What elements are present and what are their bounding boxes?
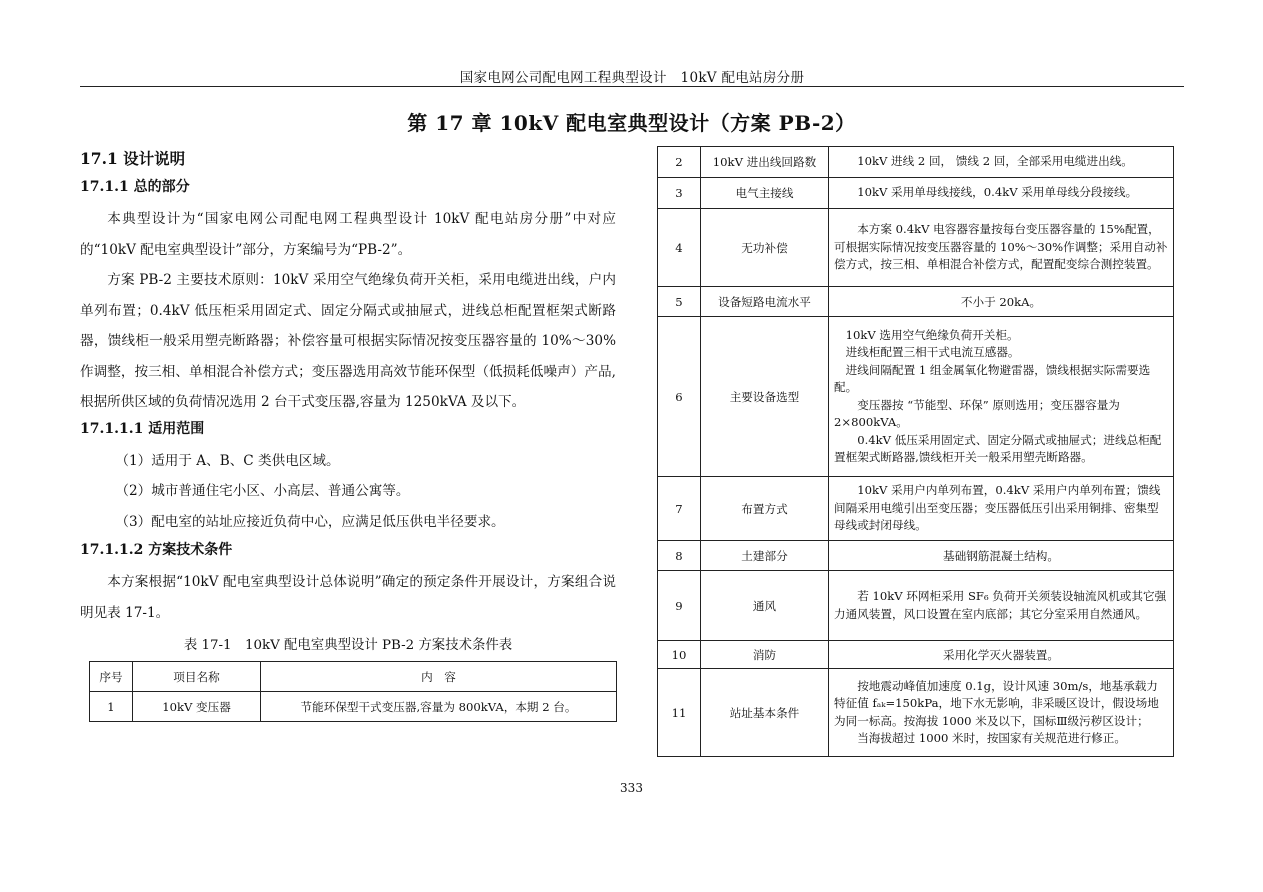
content-line: 10kV 选用空气绝缘负荷开关柜。 (845, 327, 1019, 342)
row-name: 土建部分 (701, 541, 829, 571)
row-no: 4 (658, 209, 701, 287)
subsection-heading: 17.1.1 总的部分 (80, 179, 190, 195)
row-no: 11 (658, 669, 701, 757)
table-row (658, 641, 1174, 669)
table-row (90, 692, 617, 722)
header-no: 序号 (90, 662, 133, 692)
header-rule (80, 86, 1184, 87)
table-row (658, 669, 1174, 757)
content-line: 进线间隔配置 1 组金属氧化物避雷器，馈线根据实际需要选配。 (834, 362, 1151, 394)
content-line: 当海拔超过 1000 米时，按国家有关规范进行修正。 (857, 731, 1126, 745)
principles-paragraph: 方案 PB-2 主要技术原则：10kV 采用空气绝缘负荷开关柜，采用电缆进出线，户内单列布置；0.4kV 低压柜采用固定式、固定分隔式或抽屉式，进线总柜配置框架式断路器，馈线柜一般采用塑壳断路器；补偿容量可根据实际情况按变压器容量的 10%～30%作调整，按三相、单相混合补偿方式；变压器选用高效节能环保型（低损耗低噪声）产品,根据所供区域的负荷情况选用 2 台干式变压器,容量为 1250kVA 及以下。 (80, 272, 616, 410)
table-header-row (90, 662, 617, 692)
table-row (658, 317, 1174, 477)
conditions-heading: 17.1.1.2 方案技术条件 (80, 542, 233, 558)
header-content: 内 容 (261, 662, 617, 692)
row-content: 10kV 采用单母线接线，0.4kV 采用单母线分段接线。 (829, 178, 1174, 209)
row-no: 6 (658, 317, 701, 477)
row-content: 10kV 进线 2 回， 馈线 2 回，全部采用电缆进出线。 (829, 147, 1174, 178)
row-name: 10kV 变压器 (133, 692, 261, 722)
chapter-title: 第 17 章 10kV 配电室典型设计（方案 PB-2） (407, 111, 856, 135)
section-heading: 17.1 设计说明 (80, 149, 186, 168)
row-content: 本方案 0.4kV 电容器容量按每台变压器容量的 15%配置，可根据实际情况按变压器容量的 10%～30%作调整；采用自动补偿方式，按三相、单相混合补偿方式，配置配变综合测控装置。 (829, 209, 1174, 287)
row-name: 站址基本条件 (701, 669, 829, 757)
table-row (658, 541, 1174, 571)
table-row (658, 209, 1174, 287)
row-no: 7 (658, 477, 701, 541)
running-header: 国家电网公司配电网工程典型设计 10kV 配电站房分册 (459, 70, 805, 86)
scope-item: （3）配电室的站址应接近负荷中心，应满足低压供电半径要求。 (115, 513, 505, 530)
row-name: 10kV 进出线回路数 (701, 147, 829, 178)
content-line: 按地震动峰值加速度 0.1g，设计风速 30m/s，地基承载力特征值 fₐₖ=150kPa，地下水无影响，非采暖区设计，假设场地为同一标高。按海拔 1000 米及以下，国标Ⅲ级污秽区设计； (834, 678, 1159, 728)
row-no: 3 (658, 178, 701, 209)
row-no: 10 (658, 641, 701, 669)
row-name: 设备短路电流水平 (701, 287, 829, 317)
row-no: 2 (658, 147, 701, 178)
row-name: 通风 (701, 571, 829, 641)
row-name: 电气主接线 (701, 178, 829, 209)
content-line: 进线柜配置三相干式电流互感器。 (845, 345, 1020, 359)
row-no: 1 (90, 692, 133, 722)
row-no: 9 (658, 571, 701, 641)
table-row (658, 477, 1174, 541)
row-content (829, 317, 1174, 477)
table-row (658, 571, 1174, 641)
left-column (80, 148, 616, 722)
page-number: 333 (620, 781, 643, 795)
content-line: 0.4kV 低压采用固定式、固定分隔式或抽屉式；进线总柜配置框架式断路器,馈线柜开关一般采用塑壳断路器。 (834, 432, 1162, 464)
table-row (658, 287, 1174, 317)
scope-item: （2）城市普通住宅小区、小高层、普通公寓等。 (115, 483, 410, 499)
row-name: 无功补偿 (701, 209, 829, 287)
row-content: 节能环保型干式变压器,容量为 800kVA，本期 2 台。 (261, 692, 617, 722)
row-content: 若 10kV 环网柜采用 SF₆ 负荷开关须装设轴流风机或其它强力通风装置，风口设置在室内底部；其它分室采用自然通风。 (829, 571, 1174, 641)
table-row (658, 147, 1174, 178)
row-name: 消防 (701, 641, 829, 669)
row-content: 采用化学灭火器装置。 (829, 641, 1174, 669)
scope-item: （1）适用于 A、B、C 类供电区域。 (115, 452, 340, 469)
row-content (829, 669, 1174, 757)
row-no: 8 (658, 541, 701, 571)
conditions-table-part1 (89, 661, 617, 722)
conditions-table-part2 (657, 146, 1174, 757)
row-no: 5 (658, 287, 701, 317)
table-caption: 表 17-1 10kV 配电室典型设计 PB-2 方案技术条件表 (183, 638, 513, 653)
row-content: 基础钢筋混凝土结构。 (829, 541, 1174, 571)
scope-heading: 17.1.1.1 适用范围 (80, 420, 205, 437)
intro-paragraph: 本典型设计为“国家电网公司配电网工程典型设计 10kV 配电站房分册”中对应的“10kV 配电室典型设计”部分，方案编号为“PB-2”。 (80, 211, 616, 258)
header-name: 项目名称 (133, 662, 261, 692)
row-content: 不小于 20kA。 (829, 287, 1174, 317)
table-row (658, 178, 1174, 209)
content-line: 变压器按 “节能型、环保” 原则选用；变压器容量为 2×800kVA。 (834, 397, 1120, 429)
row-name: 布置方式 (701, 477, 829, 541)
row-name: 主要设备选型 (701, 317, 829, 477)
conditions-paragraph: 本方案根据“10kV 配电室典型设计总体说明”确定的预定条件开展设计，方案组合说明见表 17-1。 (80, 574, 616, 621)
row-content: 10kV 采用户内单列布置，0.4kV 采用户内单列布置；馈线间隔采用电缆引出至变压器；变压器低压引出采用铜排、密集型母线或封闭母线。 (829, 477, 1174, 541)
